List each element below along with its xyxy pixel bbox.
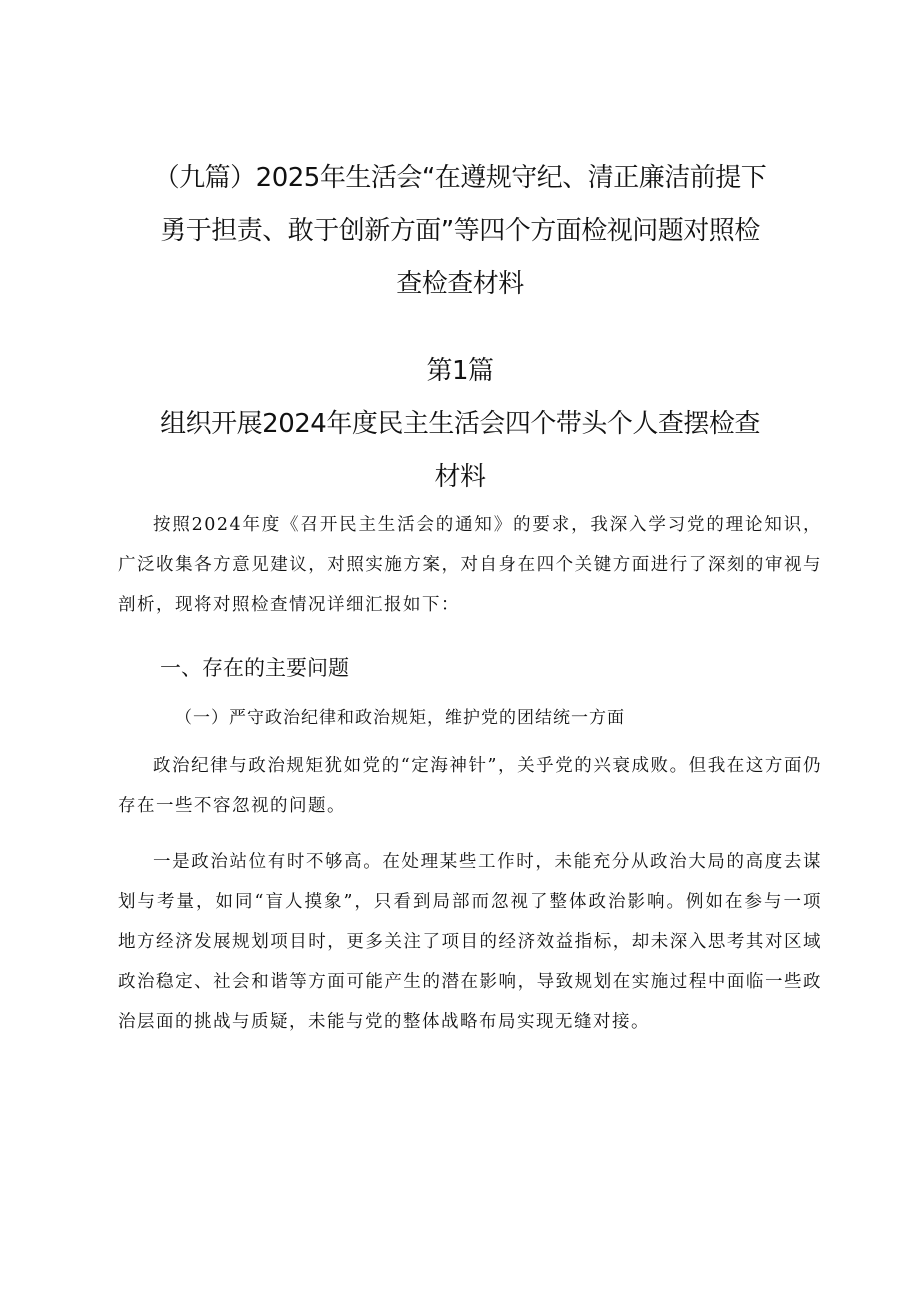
heading-main-problems: 一、存在的主要问题 <box>160 656 349 680</box>
section-title-line-2: 材料 <box>434 462 486 492</box>
document-title-line-3: 查检查材料 <box>396 269 524 299</box>
paragraph-political-standing: 一是政治站位有时不够高。在处理某些工作时，未能充分从政治大局的高度去谋划与考量，如同“盲人摸象”，只看到局部而忽视了整体政治影响。例如在参与一项地方经济发展规划项目时，更多关注了项目的经济效益指标，却未深入思考其对区域政治稳定、社会和谐等方面可能产生的潜在影响，导致规划在实施过程中面临一些政治层面的挑战与质疑，未能与党的整体战略布局实现无缝对接。 <box>118 852 822 1032</box>
section-title-line-1: 组织开展2024年度民主生活会四个带头个人查摆检查 <box>160 409 760 439</box>
document-title-line-2: 勇于担责、敢于创新方面”等四个方面检视问题对照检 <box>160 216 760 246</box>
heading-political-discipline: （一）严守政治纪律和政治规矩，维护党的团结统一方面 <box>175 708 625 728</box>
section-number: 第1篇 <box>426 356 494 386</box>
document-title-line-1: （九篇）2025年生活会“在遵规守纪、清正廉洁前提下 <box>153 163 767 193</box>
paragraph-political-rules: 政治纪律与政治规矩犹如党的“定海神针”，关乎党的兴衰成败。但我在这方面仍存在一些不容忽视的问题。 <box>118 756 822 816</box>
intro-paragraph: 按照2024年度《召开民主生活会的通知》的要求，我深入学习党的理论知识，广泛收集各方意见建议，对照实施方案，对自身在四个关键方面进行了深刻的审视与剖析，现将对照检查情况详细汇报如下： <box>118 515 822 615</box>
section-title <box>120 345 800 504</box>
document-title <box>120 152 800 311</box>
